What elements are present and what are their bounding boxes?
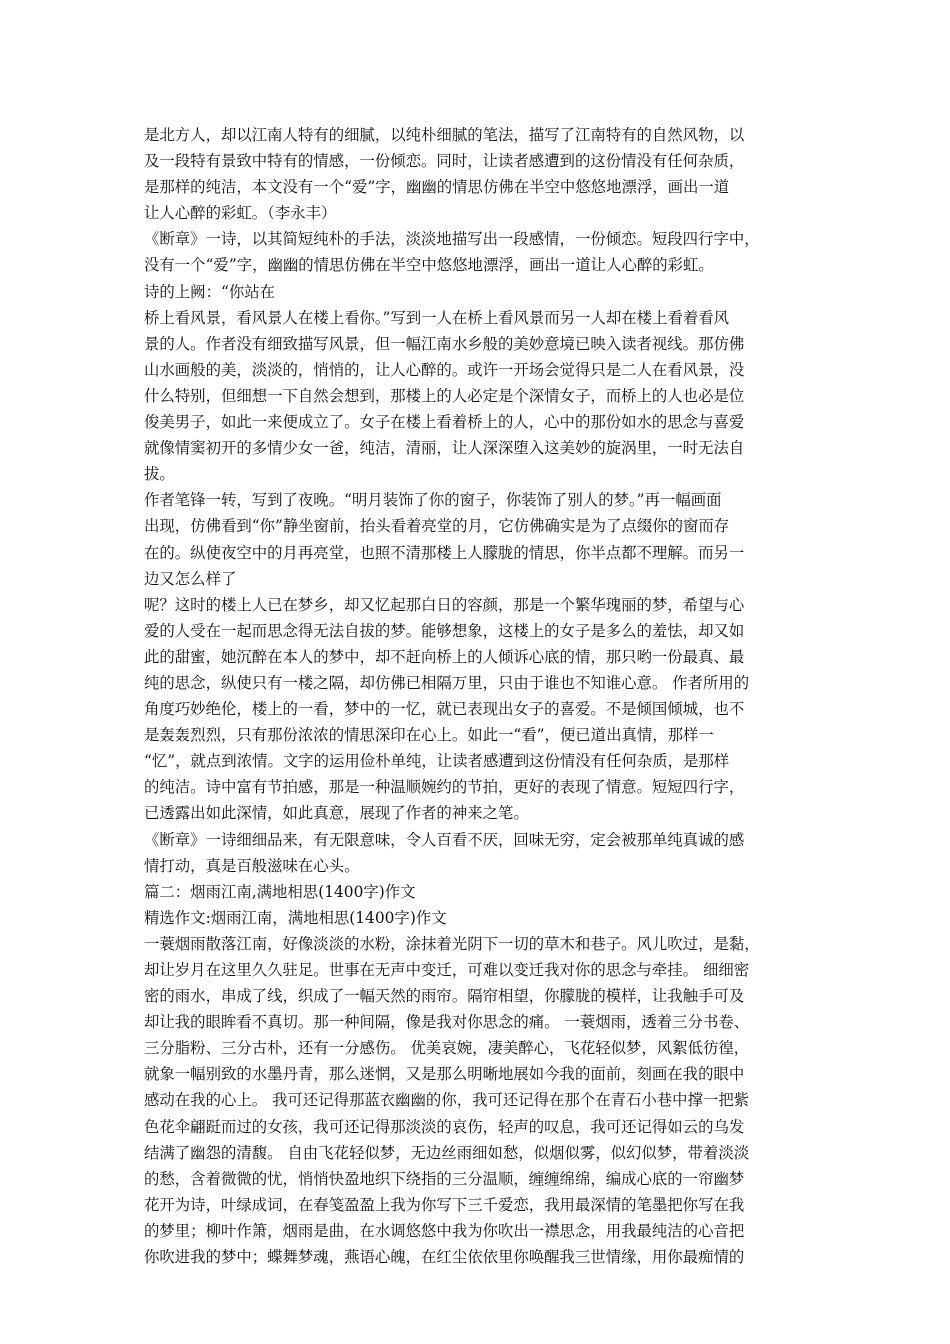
text-line: 景的人。作者没有细致描写风景，但一幅江南水乡般的美妙意境已映入读者视线。那仿佛: [144, 334, 745, 353]
text-line: 此的甜蜜，她沉醉在本人的梦中，却不赶向桥上的人倾诉心底的情，那只哟一份最真、最: [144, 647, 745, 666]
text-line: 山水画般的美，淡淡的，悄悄的，让人心醉的。或许一开场会觉得只是二人在看风景，没: [144, 360, 745, 379]
text-line: 结满了幽怨的清馥。 自由飞花轻似梦，无边丝雨细如愁，似烟似雾，似幻似梦，带着淡淡: [144, 1143, 750, 1162]
text-line: 是北方人，却以江南人特有的细腻，以纯朴细腻的笔法，描写了江南特有的自然风物，以: [144, 126, 745, 144]
text-line: 却让我的眼眸看不真切。那一种间隔，像是我对你思念的痛。 一蓑烟雨，透着三分书卷、: [144, 1013, 750, 1032]
text-line: 的梦里；柳叶作箫，烟雨是曲，在水调悠悠中我为你吹出一襟思念，用我最纯洁的心音把: [144, 1221, 745, 1240]
text-line: “忆”，就点到浓情。文字的运用俭朴单纯，让读者感遭到这份情没有任何杂质，是那样: [144, 752, 730, 771]
text-line: 的纯洁。诗中富有节拍感，那是一种温顺婉约的节拍，更好的表现了情意。短短四行字，: [144, 778, 745, 797]
text-line: 让人心醉的彩虹。（李永丰）: [144, 204, 337, 223]
text-line: 诗的上阙：“你站在: [144, 282, 275, 301]
text-line: 是轰轰烈烈，只有那份浓浓的情思深印在心上。如此一“看”，便已道出真情，那样一: [144, 726, 714, 745]
text-line: 在的。纵使夜空中的月再亮堂，也照不清那楼上人朦胧的情思，你半点都不理解。而另一: [144, 543, 745, 562]
text-line: 情打动，真是百般滋味在心头。: [144, 856, 360, 875]
text-line: 色花伞翩跹而过的女孩，我可还记得那淡淡的哀伤，轻声的叹息，我可还记得如云的乌发: [144, 1117, 745, 1136]
text-line: 俊美男子，如此一来便成立了。女子在楼上看着桥上的人，心中的那份如水的思念与喜爱: [144, 413, 745, 432]
text-line: 《断章》一诗细细品来，有无限意味，令人百看不厌，回味无穷，定会被那单纯真诚的感: [144, 830, 745, 849]
text-line: 却让岁月在这里久久驻足。世事在无声中变迁，可难以变迁我对你的思念与牵挂。 细细密: [144, 961, 750, 979]
text-line: 《断章》一诗，以其简短纯朴的手法，淡淡地描写出一段感情，一份倾恋。短段四行字中，: [144, 230, 760, 249]
text-line: 就像情窦初开的多情少女一爸，纯洁，清丽，让人深深堕入这美妙的旋涡里，一时无法自: [144, 439, 745, 458]
text-line: 边又怎么样了: [144, 569, 237, 588]
text-line: 出现，仿佛看到“你”静坐窗前，抬头看着亮堂的月，它仿佛确实是为了点缀你的窗而存: [144, 517, 730, 536]
text-line: 爱的人受在一起而思念得无法自拔的梦。能够想象，这楼上的女子是多么的羞怯，却又如: [144, 621, 745, 640]
text-line: 三分脂粉、三分古朴，还有一分感伤。 优美哀婉，凄美醉心，飞花轻似梦，风絮低彷徨，: [144, 1039, 750, 1058]
text-line: 没有一个“爱”字，幽幽的情思仿佛在半空中悠悠地漂浮，画出一道让人心醉的彩虹。: [144, 256, 714, 275]
text-line: 一蓑烟雨散落江南，好像淡淡的水粉，涂抹着光阴下一切的草木和巷子。风儿吹过，是黏，: [144, 934, 760, 953]
text-line: 已透露出如此深情，如此真意，展现了作者的神来之笔。: [144, 804, 529, 823]
text-line: 什么特别，但细想一下自然会想到，那楼上的人必定是个深情女子，而桥上的人也必是位: [144, 386, 745, 405]
text-line: 密的雨水，串成了线，织成了一幅天然的雨帘。隔帘相望，你朦胧的模样，让我触手可及: [144, 987, 745, 1006]
text-line: 花开为诗，叶绿成词，在春笺盈盈上我为你写下三千爱恋，我用最深情的笔墨把你写在我: [144, 1195, 745, 1214]
section-subheading: 精选作文:烟雨江南，满地相思(1400字)作文: [144, 908, 447, 927]
text-line: 就象一幅别致的水墨丹青，那么迷惘，又是那么明晰地展如今我的面前，刻画在我的眼中: [144, 1065, 745, 1084]
text-line: 纯的思念，纵使只有一楼之隔，却仿佛已相隔万里，只由于谁也不知谁心意。 作者所用的: [144, 673, 750, 692]
text-line: 及一段特有景致中特有的情感，一份倾恋。同时，让读者感遭到的这份情没有任何杂质，: [144, 152, 745, 171]
text-line: 呢？这时的楼上人已在梦乡，却又忆起那白日的容颜，那是一个繁华瑰丽的梦，希望与心: [144, 595, 745, 614]
text-line: 拔。: [144, 465, 175, 484]
text-line: 你吹进我的梦中；蝶舞梦魂，燕语心魄，在红尘依依里你唤醒我三世情缘，用你最痴情的: [144, 1248, 745, 1267]
document-body-text: [144, 122, 810, 1270]
text-line: 是那样的纯洁，本文没有一个“爱”字，幽幽的情思仿佛在半空中悠悠地漂浮，画出一道: [144, 178, 730, 197]
section-heading: 篇二：烟雨江南,满地相思(1400字)作文: [144, 882, 416, 901]
text-line: 的愁，含着微微的忧，悄悄快盈地织下绕指的三分温顺，缠缠绵绵，编成心底的一帘幽梦: [144, 1169, 745, 1188]
text-line: 作者笔锋一转，写到了夜晚。“明月装饰了你的窗子，你装饰了别人的梦。”再一幅画面: [144, 491, 722, 510]
text-line: 角度巧妙绝伦，楼上的一看，梦中的一忆，就已表现出女子的喜爱。不是倾国倾城，也不: [144, 700, 745, 719]
text-line: 桥上看风景，看风景人在楼上看你。”写到一人在桥上看风景而另一人却在楼上看着看风: [144, 308, 730, 327]
text-line: 感动在我的心上。 我可还记得那蓝衣幽幽的你，我可还记得在那个在青石小巷中撑一把紫: [144, 1091, 750, 1110]
